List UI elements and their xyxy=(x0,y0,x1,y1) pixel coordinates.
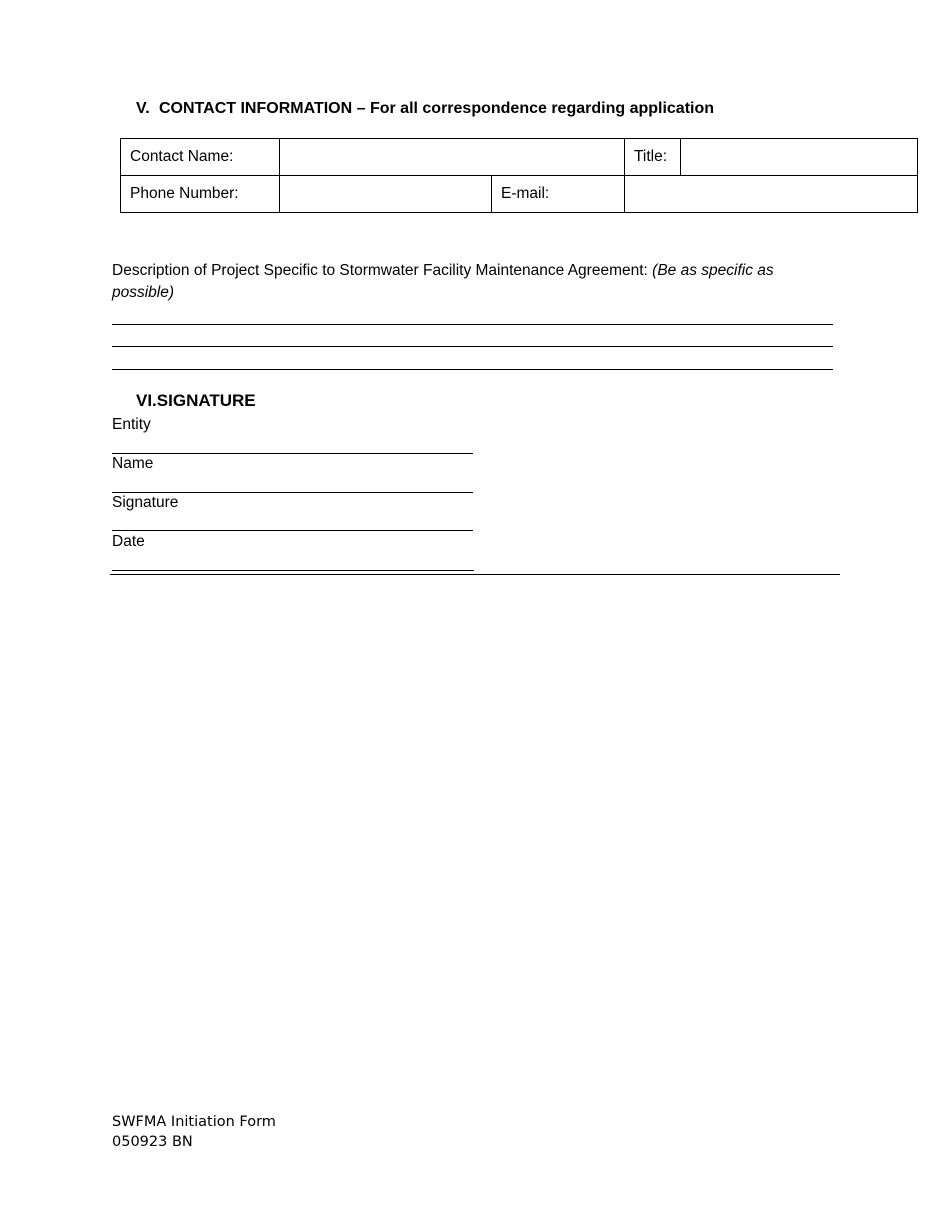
contact-name-field[interactable] xyxy=(280,139,625,176)
signature-line[interactable] xyxy=(112,530,473,531)
title-field[interactable] xyxy=(681,139,918,176)
contact-name-label: Contact Name: xyxy=(121,139,280,176)
phone-label: Phone Number: xyxy=(121,176,280,213)
section-signature-heading: VI.SIGNATURE xyxy=(136,391,256,410)
description-line-1[interactable] xyxy=(112,324,833,325)
signature-label: Signature xyxy=(112,494,179,511)
section-contact-heading xyxy=(136,100,714,118)
project-description-prompt xyxy=(112,260,832,304)
email-label: E-mail: xyxy=(492,176,625,213)
section-divider xyxy=(110,574,840,575)
email-field[interactable] xyxy=(625,176,918,213)
name-label: Name xyxy=(112,455,154,472)
phone-row xyxy=(121,176,918,213)
name-line[interactable] xyxy=(112,492,473,493)
section-number: V. xyxy=(136,100,150,117)
title-label: Title: xyxy=(625,139,681,176)
phone-field[interactable] xyxy=(280,176,492,213)
section-title: CONTACT INFORMATION – For all correspondence regarding application xyxy=(159,100,715,117)
date-line[interactable] xyxy=(112,570,474,571)
description-line-2[interactable] xyxy=(112,346,833,347)
contact-row xyxy=(121,139,918,176)
description-hint: (Be as specific as possible) xyxy=(112,262,774,301)
entity-label: Entity xyxy=(112,416,151,433)
date-label: Date xyxy=(112,533,145,550)
footer-form-code: 050923 BN xyxy=(112,1134,193,1150)
footer-form-name: SWFMA Initiation Form xyxy=(112,1114,276,1130)
contact-info-table xyxy=(120,138,918,213)
entity-line[interactable] xyxy=(112,453,473,454)
description-label: Description of Project Specific to Stormwater Facility Maintenance Agreement: xyxy=(112,262,653,279)
page-footer xyxy=(112,1112,276,1152)
description-line-3[interactable] xyxy=(112,369,833,370)
